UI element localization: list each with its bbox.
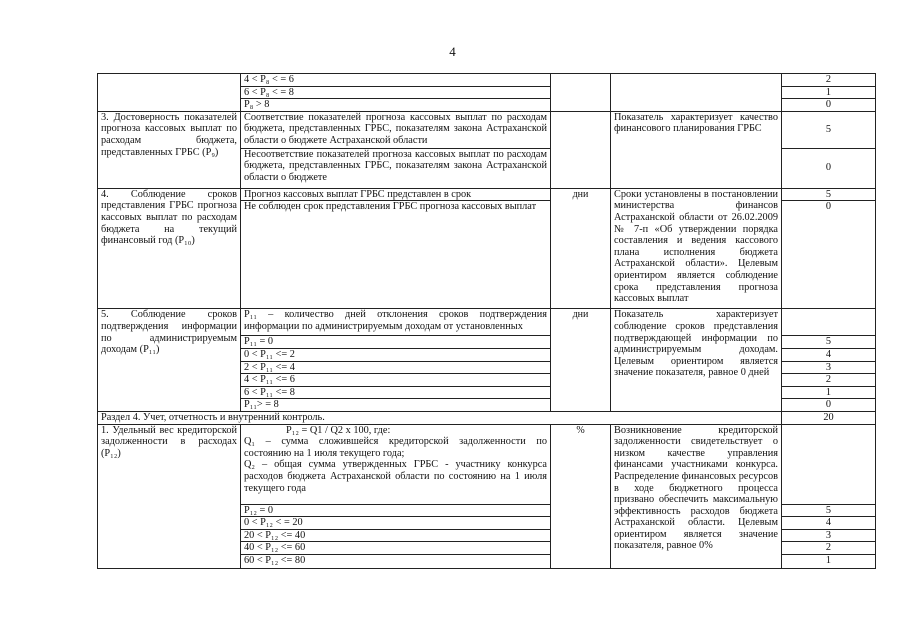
score-cell: 0 <box>782 201 876 309</box>
section-score: 20 <box>782 411 876 424</box>
indicator-comment: Сроки установлены в постановлении министерства финансов Астраханской области от 26.02.2009 № 7-п «Об утверждении порядка составления и ведения кассового плана исполнения бюджета Астраханской области». Целевым ориентиром является соблюдение срока представления прогноза кассовых выплат <box>611 188 782 309</box>
condition-cell: 4 < P₁₁ <= 6 <box>241 374 551 387</box>
score-cell: 2 <box>782 374 876 387</box>
indicator-comment: Показатель характеризует качество финансового планирования ГРБС <box>611 111 782 188</box>
formula-cell: P₁₁ – количество дней отклонения сроков подтверждения информации по администрируемым доходам от установленных <box>241 309 551 336</box>
score-cell: 0 <box>782 99 876 112</box>
unit-cell: % <box>551 424 611 568</box>
unit-cell: дни <box>551 309 611 412</box>
score-cell: 5 <box>782 504 876 517</box>
indicator-name: 3. Достоверность показателей прогноза кассовых выплат по расходам бюджета, представленных ГРБС (P₉) <box>98 111 241 188</box>
indicator-name: 5. Соблюдение сроков подтверждения информации по администрируемым доходам (P₁₁) <box>98 309 241 412</box>
condition-cell: 40 < P₁₂ <= 60 <box>241 542 551 555</box>
score-cell: 4 <box>782 517 876 530</box>
score-cell: 5 <box>782 111 876 148</box>
condition-cell: P₁₂ = 0 <box>241 504 551 517</box>
score-cell: 4 <box>782 348 876 361</box>
condition-cell: 6 < P₁₁ <= 8 <box>241 386 551 399</box>
score-cell: 3 <box>782 361 876 374</box>
score-cell: 3 <box>782 529 876 542</box>
score-cell: 5 <box>782 336 876 349</box>
score-cell <box>782 309 876 336</box>
indicator-name: 4. Соблюдение сроков представления ГРБС прогноза кассовых выплат по расходам бюджета на текущий финансовый год (P₁₀) <box>98 188 241 309</box>
condition-cell: Не соблюден срок представления ГРБС прогноза кассовых выплат <box>241 201 551 309</box>
unit-cell <box>551 111 611 188</box>
score-cell: 0 <box>782 148 876 188</box>
score-cell: 2 <box>782 542 876 555</box>
condition-cell: Соответствие показателей прогноза кассовых выплат по расходам бюджета, представленных ГРБС, показателям закона Астраханской области о бюджете Астраханской области <box>241 111 551 148</box>
section-header: Раздел 4. Учет, отчетность и внутренний контроль. <box>98 411 782 424</box>
score-cell: 1 <box>782 386 876 399</box>
condition-cell: 2 < P₁₁ <= 4 <box>241 361 551 374</box>
score-cell: 5 <box>782 188 876 201</box>
condition-cell: P₁₁> = 8 <box>241 399 551 412</box>
score-cell: 1 <box>782 86 876 99</box>
formula-q1: Q₁ – сумма сложившейся кредиторской задолженности по состоянию на 1 июля текущего года; <box>244 436 547 459</box>
formula-q2: Q₂ – общая сумма утвержденных ГРБС - участнику конкурса расходов бюджета Астраханской области по состоянию на 1 июля текущего года <box>244 459 547 494</box>
condition-cell: 60 < P₁₂ <= 80 <box>241 554 551 568</box>
score-cell: 0 <box>782 399 876 412</box>
condition-cell: P₁₁ = 0 <box>241 336 551 349</box>
condition-cell: 20 < P₁₂ <= 40 <box>241 529 551 542</box>
formula-cell <box>241 424 551 504</box>
score-cell: 1 <box>782 554 876 568</box>
condition-cell: 0 < P₁₂ < = 20 <box>241 517 551 530</box>
unit-cell: дни <box>551 188 611 309</box>
indicator-comment: Показатель характеризует соблюдение сроков представления подтверждающей информации по администрируемым доходам. Целевым ориентиром является значение показателя, равное 0 дней <box>611 309 782 412</box>
score-cell: 2 <box>782 74 876 87</box>
page-number: 4 <box>449 44 456 59</box>
condition-cell: P₈ > 8 <box>241 99 551 112</box>
condition-cell: Прогноз кассовых выплат ГРБС представлен в срок <box>241 188 551 201</box>
condition-cell: 4 < P₈ < = 6 <box>241 74 551 87</box>
unit-cell <box>551 74 611 112</box>
comment-cell <box>611 74 782 112</box>
condition-cell: 0 < P₁₁ <= 2 <box>241 348 551 361</box>
condition-cell: Несоответствие показателей прогноза кассовых выплат по расходам бюджета, представленных ГРБС, показателям закона Астраханской области о бюджете <box>241 148 551 188</box>
indicator-comment: Возникновение кредиторской задолженности свидетельствует о низком качестве управления финансами участниками конкурса. Распределение финансовых ресурсов в ходе бюджетного процесса призвано обеспечить максимальную эффективность расходов бюджета Астраханской области. Целевым ориентиром является значение показателя, равное 0% <box>611 424 782 568</box>
score-cell <box>782 424 876 504</box>
indicator-name: 1. Удельный вес кредиторской задолженности в расходах (P₁₂) <box>98 424 241 568</box>
formula-main: P₁₂ = Q1 / Q2 x 100, где: <box>286 424 391 436</box>
criteria-table <box>97 73 876 569</box>
prev-indicator-cell <box>98 74 241 112</box>
condition-cell: 6 < P₈ < = 8 <box>241 86 551 99</box>
